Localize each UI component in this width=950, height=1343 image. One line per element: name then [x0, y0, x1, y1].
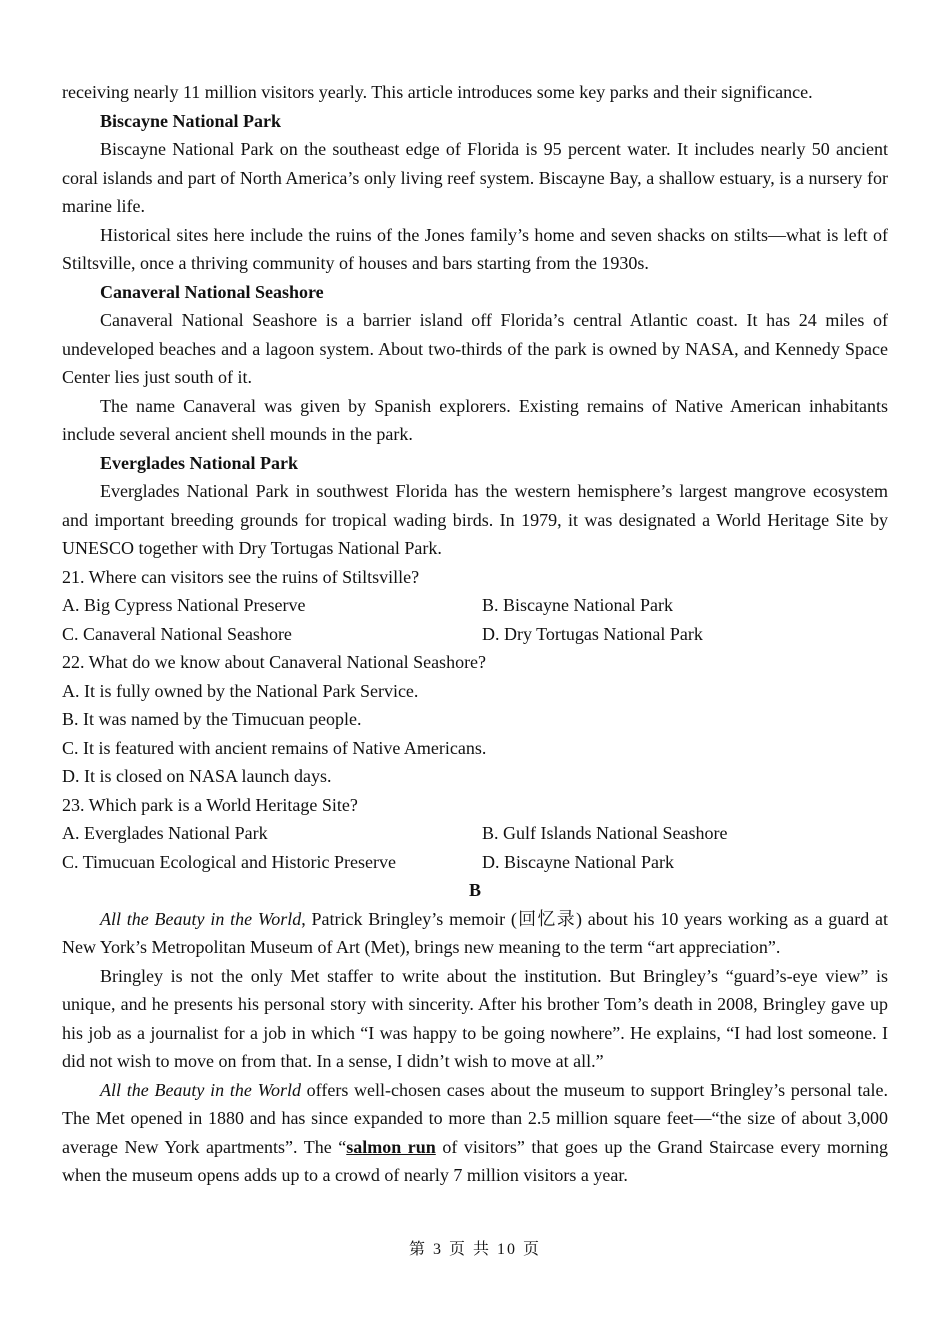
question-23-option-a: A. Everglades National Park: [62, 823, 268, 843]
passage-b-paragraph-3: [62, 1076, 888, 1190]
question-22-option-c: C. It is featured with ancient remains of Native Americans.: [62, 737, 487, 758]
question-23-stem: 23. Which park is a World Heritage Site?: [62, 794, 358, 815]
underlined-phrase: salmon run: [346, 1136, 436, 1157]
question-22-option-a: A. It is fully owned by the National Park Service.: [62, 680, 419, 701]
question-21-options-row-1: [62, 591, 888, 620]
heading-canaveral: Canaveral National Seashore: [100, 281, 324, 302]
question-23-option-d: D. Biscayne National Park: [482, 851, 674, 872]
canaveral-paragraph-2: The name Canaveral was given by Spanish explorers. Existing remains of Native American inhabitants include several ancient shell mounds in the park.: [62, 395, 888, 444]
passage-b-paragraph-3-text-b: of visitors” that goes up the Grand Staircase every morning when the museum opens adds up to a crowd of nearly 7 million visitors a year.: [62, 1136, 888, 1185]
passage-b-paragraph-2: Bringley is not the only Met staffer to write about the institution. But Bringley’s “guard’s-eye view” is unique, and he presents his personal story with sincerity. After his brother Tom’s death in 2008, Bringley gave up his job as a journalist for a job in which “I was happy to be going nowhere”. He explains, “I had lost someone. I did not wish to move on from that. In a sense, I didn’t wish to move at all.”: [62, 965, 888, 1071]
question-21-stem: 21. Where can visitors see the ruins of Stiltsville?: [62, 566, 420, 587]
heading-biscayne: Biscayne National Park: [100, 110, 282, 131]
question-21-option-d: D. Dry Tortugas National Park: [482, 623, 703, 644]
question-21-option-a: A. Big Cypress National Preserve: [62, 595, 306, 615]
book-title: All the Beauty in the World: [100, 908, 302, 929]
question-21-option-b: B. Biscayne National Park: [482, 595, 673, 615]
question-23-options-row-1: [62, 819, 888, 848]
passage-b-label: B: [468, 880, 481, 900]
biscayne-paragraph-1: Biscayne National Park on the southeast edge of Florida is 95 percent water. It includes nearly 50 ancient coral islands and part of North America’s only living reef system. Biscayne Bay, a shallow estuary, is a nursery for marine life.: [62, 139, 888, 216]
canaveral-paragraph-1: Canaveral National Seashore is a barrier island off Florida’s central Atlantic coast. It has 24 miles of undeveloped beaches and a lagoon system. About two-thirds of the park is owned by NASA, and Kennedy Space Center lies just south of it.: [62, 310, 888, 387]
question-22-option-b: B. It was named by the Timucuan people.: [62, 709, 362, 729]
passage-b-paragraph-1: [62, 905, 888, 962]
passage-b-paragraph-1-text: , Patrick Bringley’s memoir (回忆录) about his 10 years working as a guard at New York’s Metropolitan Museum of Art (Met), brings new meaning to the term “art appreciation”.: [62, 908, 888, 957]
question-21-option-c: C. Canaveral National Seashore: [62, 623, 292, 644]
intro-tail: receiving nearly 11 million visitors yearly. This article introduces some key parks and their significance.: [62, 82, 813, 102]
question-23-options-row-2: [62, 848, 888, 877]
passage-b-paragraph-3-text-a: offers well-chosen cases about the museum to support Bringley’s personal tale. The Met opened in 1880 and has since expanded to more than 2.5 million square feet—“the size of about 3,000 average New York apartments”. The “: [62, 1079, 888, 1157]
everglades-paragraph-1: Everglades National Park in southwest Florida has the western hemisphere’s largest mangrove ecosystem and important breeding grounds for tropical wading birds. In 1979, it was designated a World Heritage Site by UNESCO together with Dry Tortugas National Park.: [62, 481, 888, 558]
question-23-option-c: C. Timucuan Ecological and Historic Preserve: [62, 851, 396, 872]
document-page: [62, 78, 888, 1190]
heading-everglades: Everglades National Park: [100, 452, 298, 473]
question-22-option-d: D. It is closed on NASA launch days.: [62, 766, 332, 786]
book-title: All the Beauty in the World: [100, 1079, 301, 1100]
question-23-option-b: B. Gulf Islands National Seashore: [482, 823, 728, 843]
biscayne-paragraph-2: Historical sites here include the ruins of the Jones family’s home and seven shacks on stilts—what is left of Stiltsville, once a thriving community of houses and bars starting from the 1930s.: [62, 224, 888, 273]
page-footer: 第 3 页 共 10 页: [408, 1241, 541, 1258]
question-21-options-row-2: [62, 620, 888, 649]
question-22-stem: 22. What do we know about Canaveral National Seashore?: [62, 652, 487, 672]
